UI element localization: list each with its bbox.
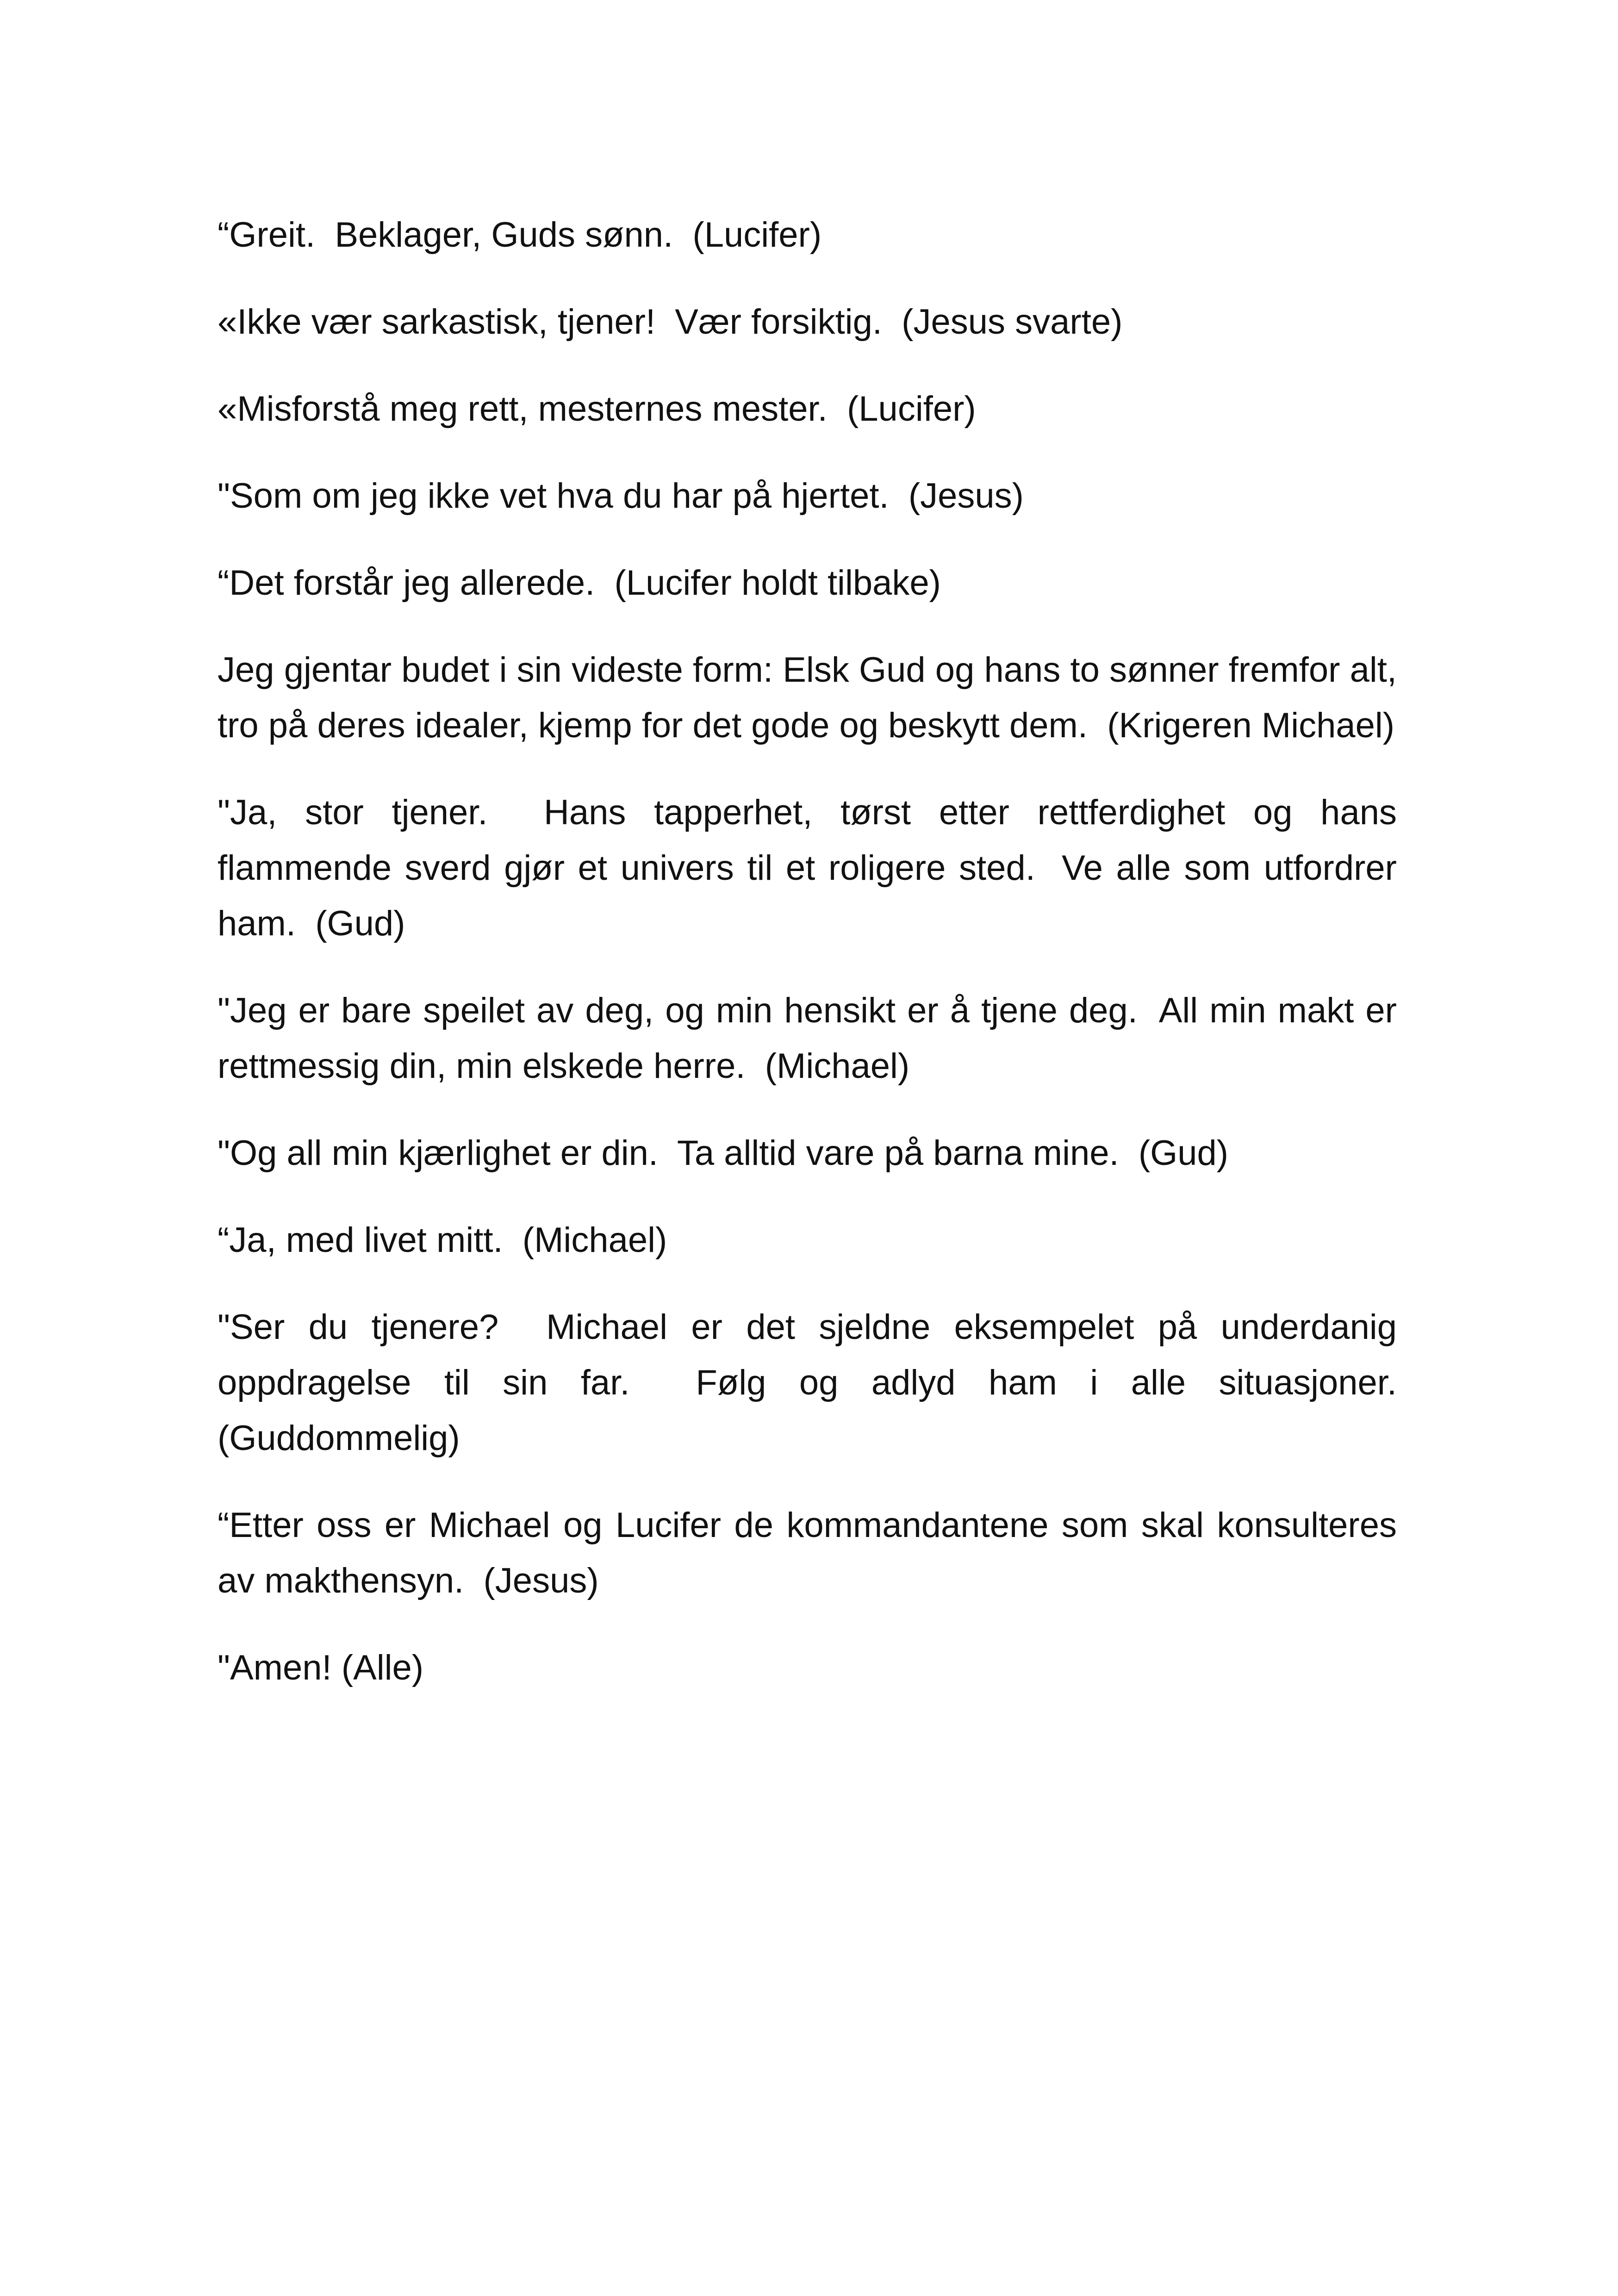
paragraph: "Og all min kjærlighet er din. Ta alltid vare på barna mine. (Gud) <box>218 1133 1229 1173</box>
paragraph: «Ikke vær sarkastisk, tjener! Vær forsiktig. (Jesus svarte) <box>218 302 1123 342</box>
paragraph: "Som om jeg ikke vet hva du har på hjertet. (Jesus) <box>218 476 1024 516</box>
paragraph: Jeg gjentar budet i sin videste form: Elsk Gud og hans to sønner fremfor alt, tro på deres idealer, kjemp for det gode og beskytt dem. (Krigeren Michael) <box>218 650 1407 745</box>
paragraph: «Misforstå meg rett, mesternes mester. (Lucifer) <box>218 389 976 429</box>
paragraph: “Ja, med livet mitt. (Michael) <box>218 1220 667 1260</box>
dialogue-text <box>218 207 1417 1727</box>
paragraph: “Det forstår jeg allerede. (Lucifer holdt tilbake) <box>218 563 941 603</box>
paragraph: "Amen! (Alle) <box>218 1648 424 1687</box>
paragraph: “Greit. Beklager, Guds sønn. (Lucifer) <box>218 215 822 255</box>
paragraph: "Ja, stor tjener. Hans tapperhet, tørst etter rettferdighet og hans flammende sverd gjør et univers til et roligere sted. Ve alle som utfordrer ham. (Gud) <box>218 793 1407 943</box>
paragraph: “Etter oss er Michael og Lucifer de kommandantene som skal konsulteres av makthensyn. (Jesus) <box>218 1506 1407 1600</box>
paragraph: "Jeg er bare speilet av deg, og min hensikt er å tjene deg. All min makt er rettmessig din, min elskede herre. (Michael) <box>218 991 1407 1086</box>
paragraph: "Ser du tjenere? Michael er det sjeldne eksempelet på underdanig oppdragelse til sin far. Følg og adlyd ham i alle situasjoner. (Guddommelig) <box>218 1307 1417 1458</box>
